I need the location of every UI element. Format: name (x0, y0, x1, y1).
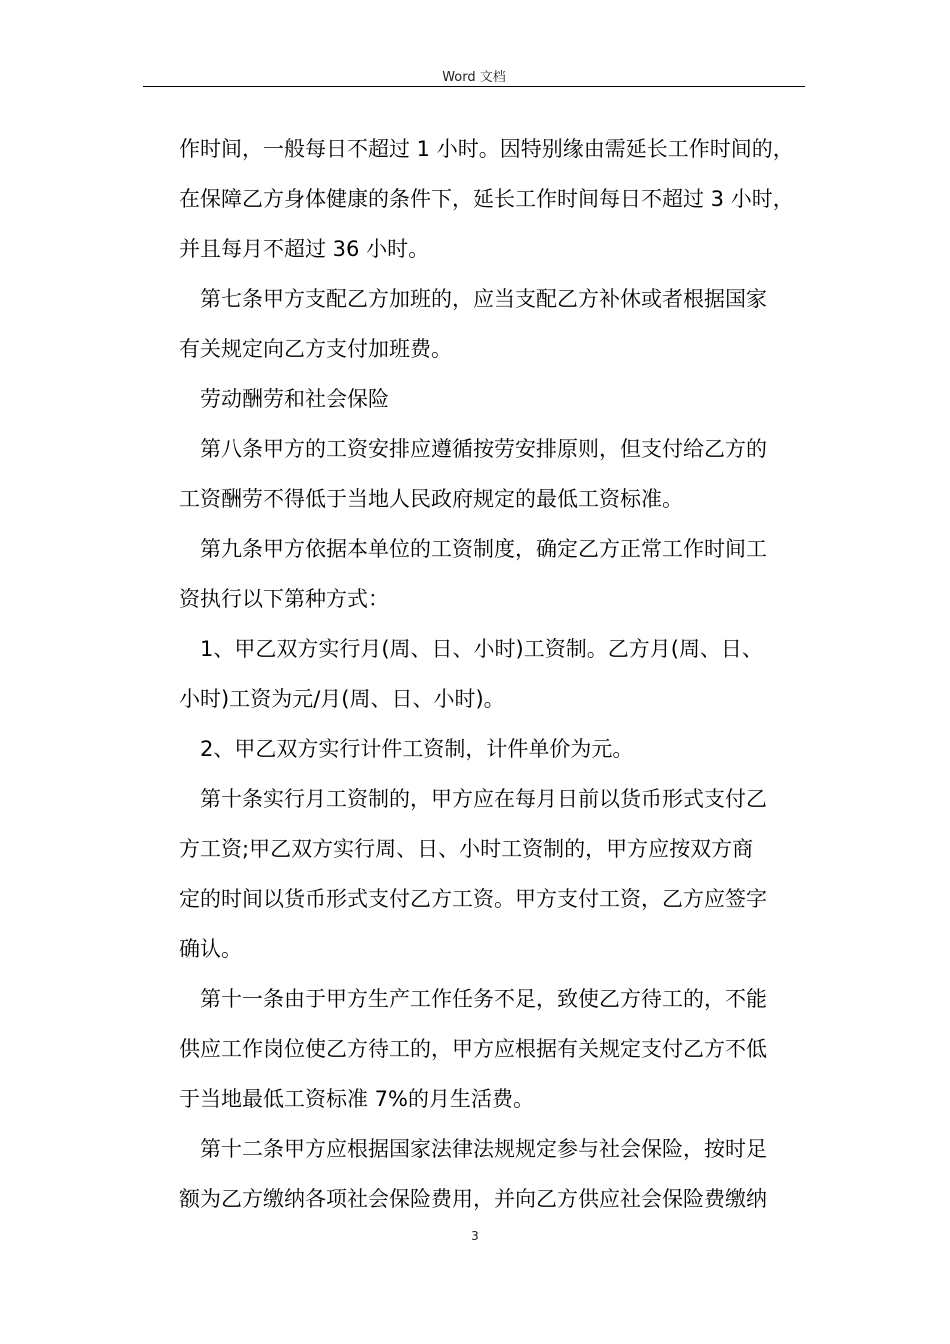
text-line: 第十条实行月工资制的，甲方应在每月日前以货币形式支付乙 (200, 787, 767, 811)
text-line: 资执行以下第种方式： (179, 587, 389, 611)
text-line: 有关规定向乙方支付加班费。 (179, 337, 452, 361)
text-line: 2、甲乙双方实行计件工资制，计件单价为元。 (200, 737, 634, 761)
text-line: 供应工作岗位使乙方待工的，甲方应根据有关规定支付乙方不低 (179, 1037, 767, 1061)
text-line: 额为乙方缴纳各项社会保险费用，并向乙方供应社会保险费缴纳 (179, 1187, 767, 1211)
text-line: 第十二条甲方应根据国家法律法规规定参与社会保险，按时足 (200, 1137, 767, 1161)
text-line: 在保障乙方身体健康的条件下，延长工作时间每日不超过 3 小时， (179, 187, 794, 211)
page-number: 3 (471, 1229, 479, 1243)
text-line: 劳动酬劳和社会保险 (200, 387, 389, 411)
text-line: 小时)工资为元/月(周、日、小时)。 (179, 687, 505, 711)
text-line: 于当地最低工资标准 7%的月生活费。 (179, 1087, 534, 1111)
text-line: 作时间，一般每日不超过 1 小时。因特别缘由需延长工作时间的， (179, 137, 794, 161)
header-divider (143, 86, 805, 87)
page-header: Word 文档 (442, 70, 506, 85)
text-line: 工资酬劳不得低于当地人民政府规定的最低工资标准。 (179, 487, 683, 511)
text-line: 第八条甲方的工资安排应遵循按劳安排原则，但支付给乙方的 (200, 437, 767, 461)
document-body (179, 127, 809, 1227)
text-line: 1、甲乙双方实行月(周、日、小时)工资制。乙方月(周、日、 (200, 637, 763, 661)
text-line: 确认。 (179, 937, 242, 961)
text-line: 第九条甲方依据本单位的工资制度，确定乙方正常工作时间工 (200, 537, 767, 561)
text-line: 定的时间以货币形式支付乙方工资。甲方支付工资，乙方应签字 (179, 887, 767, 911)
text-line: 第七条甲方支配乙方加班的，应当支配乙方补休或者根据国家 (200, 287, 767, 311)
text-line: 并且每月不超过 36 小时。 (179, 237, 430, 261)
text-line: 第十一条由于甲方生产工作任务不足，致使乙方待工的，不能 (200, 987, 767, 1011)
text-line: 方工资;甲乙双方实行周、日、小时工资制的，甲方应按双方商 (179, 837, 754, 861)
